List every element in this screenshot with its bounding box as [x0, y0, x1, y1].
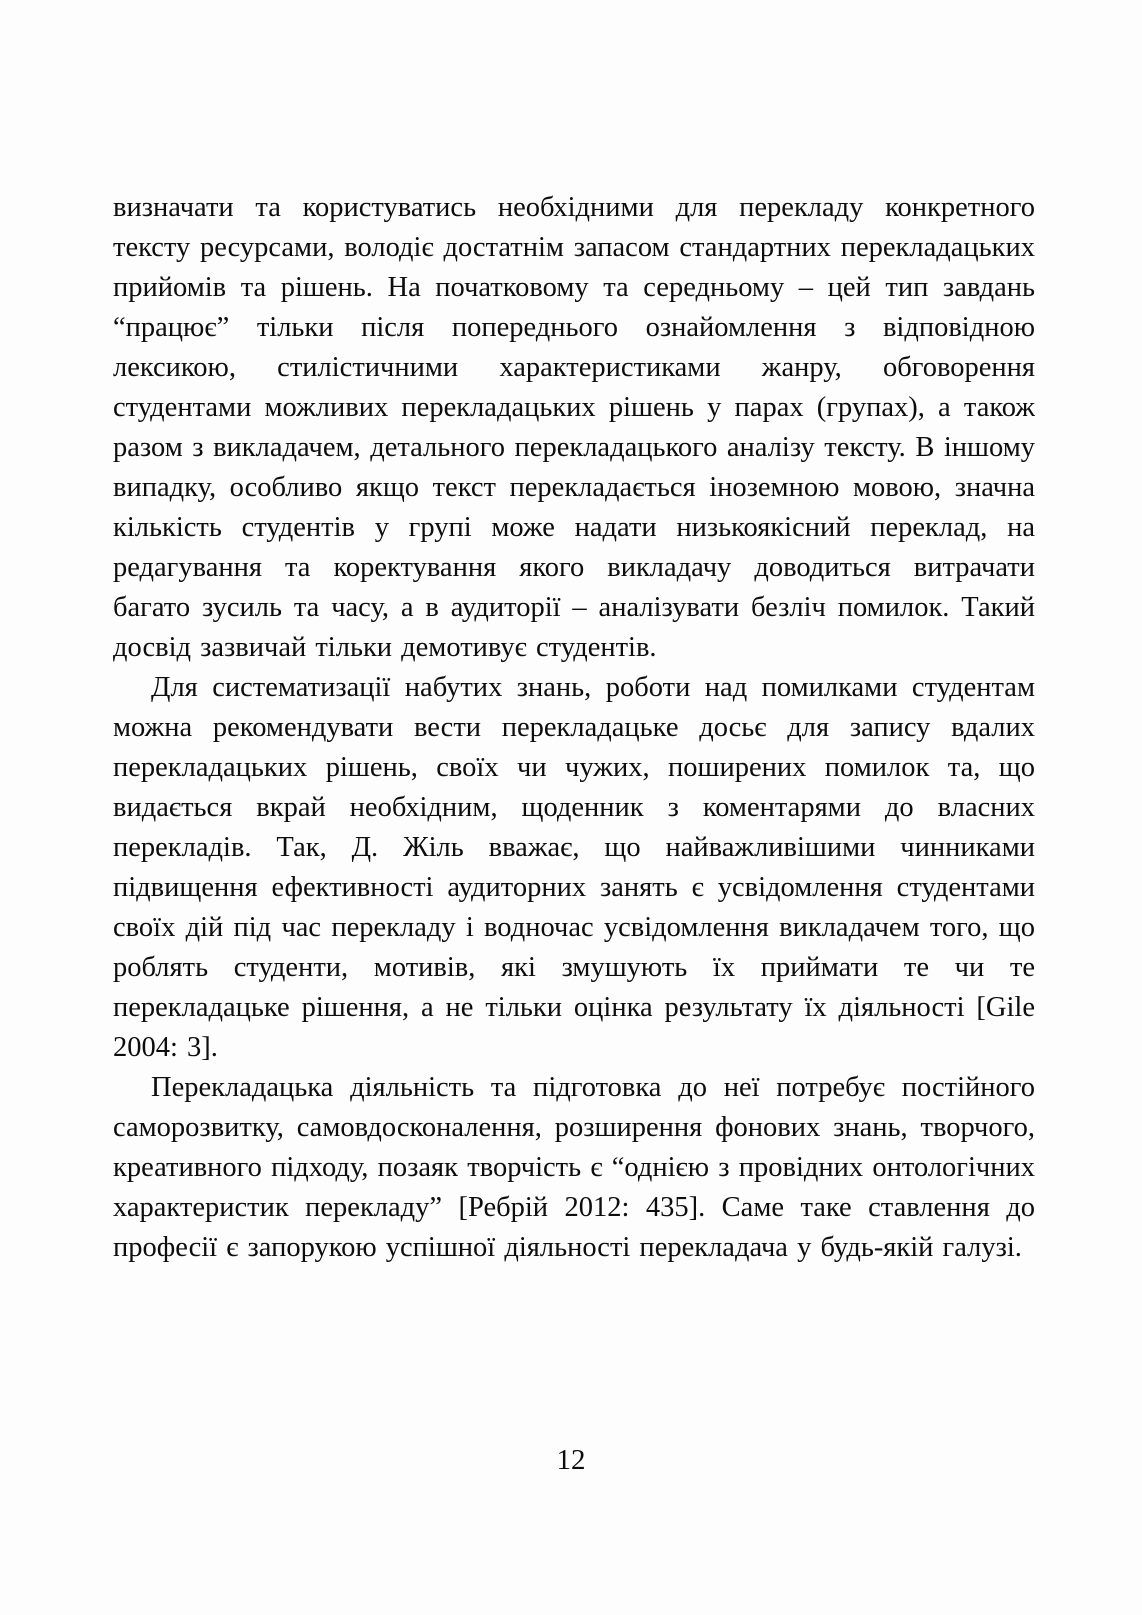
- body-paragraph: визначати та користуватись необхідними для перекладу конкретного тексту ресурсами, володіє достатнім запасом стандартних перекладацьких прийомів та рішень. На початковому та середньому – цей тип завдань “працює” тільки після попереднього ознайомлення з відповідною лексикою, стилістичними характеристиками жанру, обговорення студентами можливих перекладацьких рішень у парах (групах), а також разом з викладачем, детального перекладацького аналізу тексту. В іншому випадку, особливо якщо текст перекладається іноземною мовою, значна кількість студентів у групі може надати низькоякісний переклад, на редагування та коректування якого викладачу доводиться витрачати багато зусиль та часу, а в аудиторії – аналізувати безліч помилок. Такий досвід зазвичай тільки демотивує студентів.: [113, 192, 1035, 663]
- body-text: [113, 188, 1035, 1268]
- page-number: 12: [556, 1444, 586, 1476]
- body-paragraph: Для систематизації набутих знань, роботи над помилками студентам можна рекомендувати вести перекладацьке досьє для запису вдалих перекладацьких рішень, своїх чи чужих, поширених помилок та, що видається вкрай необхідним, щоденник з коментарями до власних перекладів. Так, Д. Жіль вважає, що найважливішими чинниками підвищення ефективності аудиторних занять є усвідомлення студентами своїх дій під час перекладу і водночас усвідомлення викладачем того, що роблять студенти, мотивів, які змушують їх приймати те чи те перекладацьке рішення, а не тільки оцінка результату їх діяльності [Gile 2004: 3].: [113, 672, 1035, 1063]
- body-paragraph: Перекладацька діяльність та підготовка до неї потребує постійного саморозвитку, самовдосконалення, розширення фонових знань, творчого, креативного підходу, позаяк творчість є “однією з провідних онтологічних характеристик перекладу” [Ребрій 2012: 435]. Саме таке ставлення до професії є запорукою успішної діяльності перекладача у будь-якій галузі.: [113, 1072, 1035, 1263]
